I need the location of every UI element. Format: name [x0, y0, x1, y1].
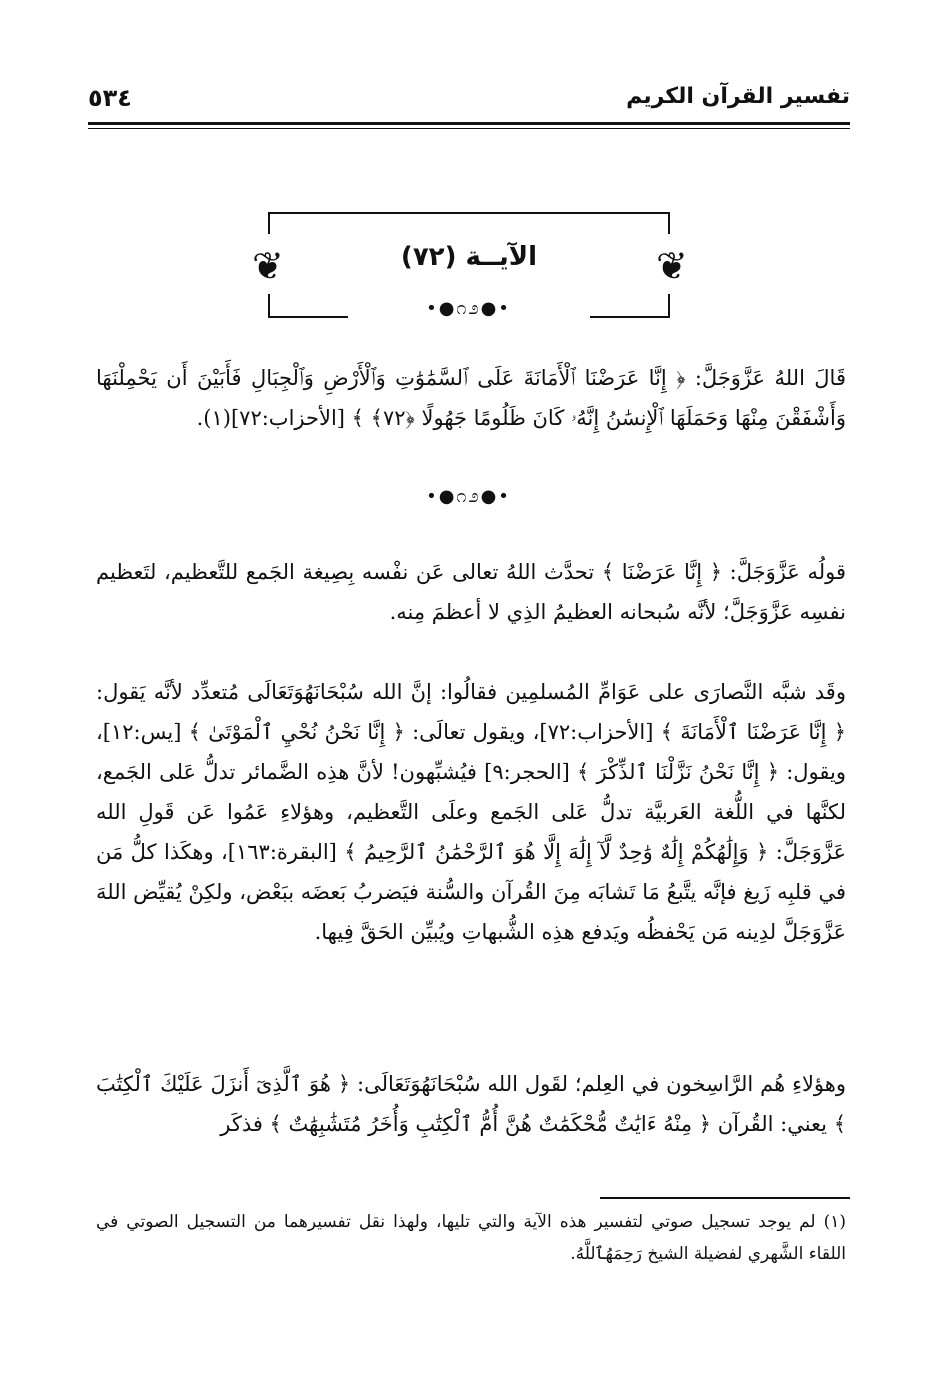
header-rule: [88, 122, 850, 125]
book-title: تفسير القرآن الكريم: [626, 84, 850, 109]
header-rule-thin: [88, 128, 850, 129]
ornament-knot-icon: ❦: [656, 244, 688, 288]
footnote-rule: [600, 1197, 850, 1199]
page-number: ٥٣٤: [88, 84, 132, 112]
page-header: [88, 78, 850, 128]
verse-heading: الآيــة (٧٢): [400, 242, 538, 272]
quran-verse: قَالَ اللهُ عَزَّوَجَلَّ: ﴿ إِنَّا عَرَضْنَا ٱلْأَمَانَةَ عَلَى ٱلسَّمَٰوَٰتِ وَٱلْأَرْضِ وَٱلْجِبَالِ فَأَبَيْنَ أَن يَحْمِلْنَهَا وَأَشْفَقْنَ مِنْهَا وَحَمَلَهَا ٱلْإِنسَٰنُ إِنَّهُۥ كَانَ ظَلُومًا جَهُولًا ﴿٧٢﴾ ﴾ [الأحزاب:٧٢](١).: [96, 366, 846, 430]
section-divider: •●೧೨●•: [426, 298, 511, 319]
section-divider: •●೧೨●•: [426, 486, 511, 507]
paragraph: قولُه عَزَّوَجَلَّ: ﴿ إِنَّا عَرَضْنَا ﴾ تحدَّث اللهُ تعالى عَن نفْسه بِصِيغة الجَمع للتَّعظيم، لتَعظيم نفسِه عَزَّوَجَلَّ؛ لأنَّه سُبحانه العظيمُ الذِي لا أعظمَ مِنه.: [96, 560, 846, 624]
paragraph: وقَد شبَّه النَّصارَى على عَوَامِّ المُسلمِين فقالُوا: إنَّ الله سُبْحَانَهُوَتَعَالَى مُتعدِّد لأنَّه يَقول: ﴿ إِنَّا عَرَضْنَا ٱلْأَمَانَةَ ﴾ [الأحزاب:٧٢]، ويقول تعالَى: ﴿ إِنَّا نَحْنُ نُحْيِ ٱلْمَوْتَىٰ ﴾ [يس:١٢]، ويقول: ﴿ إِنَّا نَحْنُ نَزَّلْنَا ٱلذِّكْرَ ﴾ [الحجر:٩] فيُشبِّهون! لأنَّ هذِه الضَّمائر تدلُّ عَلى الجَمع، لكنَّها في اللُّغة العَربيَّة تدلُّ عَلى الجَمع وعلَى التَّعظيم، وهؤلاءِ عَمُوا عَن قَولِ الله عَزَّوَجَلَّ: ﴿ وَإِلَٰهُكُمْ إِلَٰهٌ وَٰحِدٌ لَّآ إِلَٰهَ إِلَّا هُوَ ٱلرَّحْمَٰنُ ٱلرَّحِيمُ ﴾ [البقرة:١٦٣]، وهكَذا كلُّ مَن في قلبِه زَيغ فإنَّه يتَّبعُ مَا تَشابَه مِنَ القُرآن والسُّنة فيَضربُ بَعضَه ببَعْض، ولكِنْ يُقيِّض اللهَ عَزَّوَجَلَّ لدِينه مَن يَحْفظُه ويَدفع هذِه الشُّبهاتِ ويُبيِّن الحَقَّ فِيها.: [96, 680, 846, 944]
paragraph: وهؤلاءِ هُم الرَّاسِخون في العِلم؛ لقَول الله سُبْحَانَهُوَتَعَالَى: ﴿ هُوَ ٱلَّذِىٓ أَنزَلَ عَلَيْكَ ٱلْكِتَٰبَ ﴾ يعني: القُرآن ﴿ مِنْهُ ءَايَٰتٌ مُّحْكَمَٰتٌ هُنَّ أُمُّ ٱلْكِتَٰبِ وَأُخَرُ مُتَشَٰبِهَٰتٌ ﴾ فذكَر: [96, 1072, 846, 1136]
footnote: (١) لم يوجد تسجيل صوتي لتفسير هذه الآية والتي تليها، ولهذا نقل تفسيرهما من التسجيل الصوتي في اللقاء الشَّهري لفضيلة الشيخ رَحِمَهُٱللَّهُ.: [96, 1212, 846, 1264]
ornament-knot-icon: ❦: [252, 244, 284, 288]
